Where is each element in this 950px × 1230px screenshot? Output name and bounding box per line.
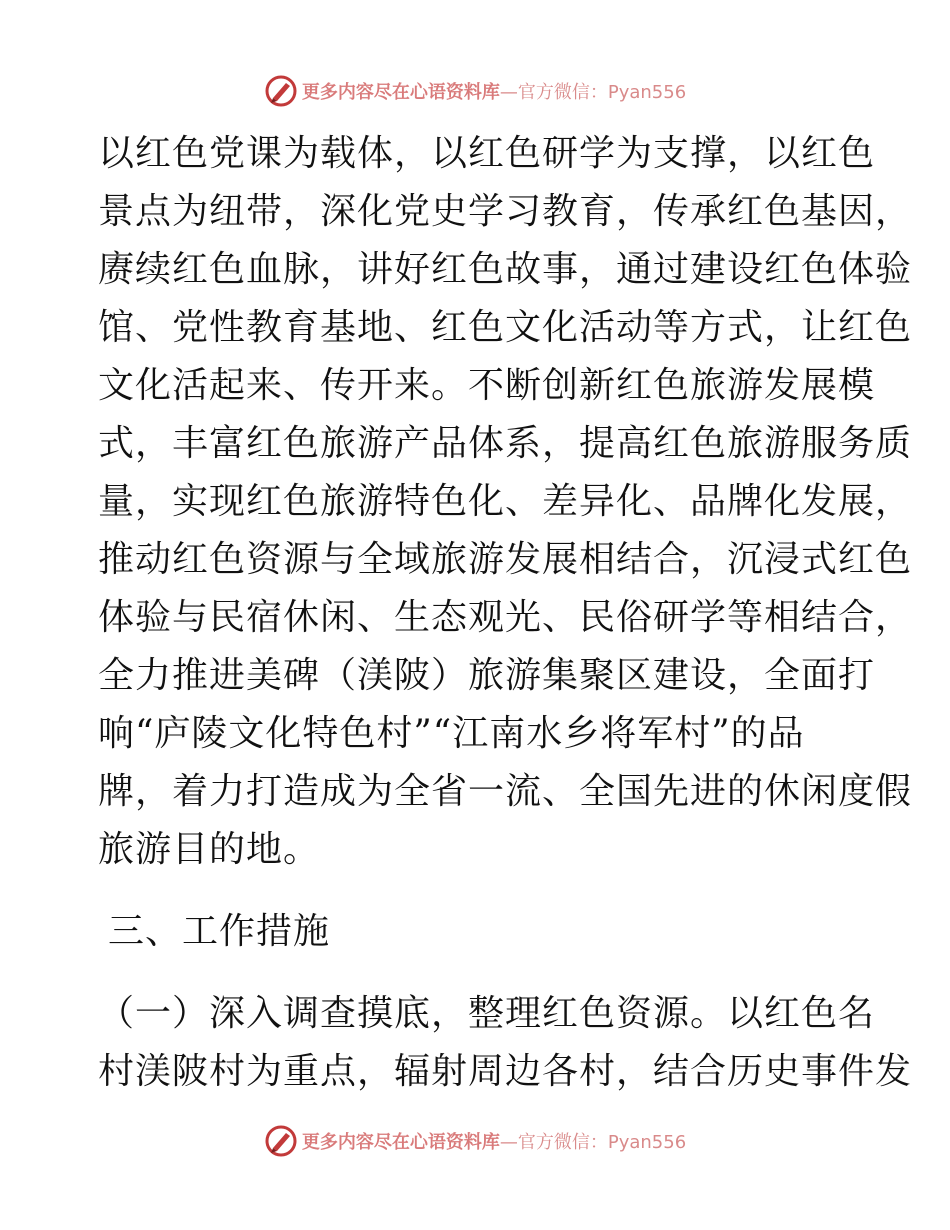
paragraph-1 bbox=[98, 125, 913, 879]
text-line: 量，实现红色旅游特色化、差异化、品牌化发展， bbox=[98, 481, 913, 522]
paragraph-2 bbox=[98, 985, 913, 1101]
text-line: 旅游目的地。 bbox=[98, 829, 321, 870]
text-line: 响“庐陵文化特色村”“江南水乡将军村”的品 bbox=[98, 713, 805, 754]
text-line: 体验与民宿休闲、生态观光、民俗研学等相结合， bbox=[98, 597, 913, 638]
pen-logo-icon bbox=[264, 1124, 298, 1158]
text-line: 赓续红色血脉，讲好红色故事，通过建设红色体验 bbox=[98, 249, 913, 290]
text-line: 推动红色资源与全域旅游发展相结合，沉浸式红色 bbox=[98, 539, 913, 580]
watermark-sub: 官方微信：Pyan556 bbox=[517, 1132, 687, 1153]
text-line: 馆、党性教育基地、红色文化活动等方式，让红色 bbox=[98, 307, 913, 348]
footer-watermark bbox=[0, 1121, 950, 1161]
watermark-dash: — bbox=[499, 1132, 518, 1153]
text-line: 景点为纽带，深化党史学习教育，传承红色基因， bbox=[98, 191, 913, 232]
text-line: 全力推进美碑（渼陂）旅游集聚区建设，全面打 bbox=[98, 655, 876, 696]
pen-logo-icon bbox=[264, 74, 298, 108]
text-line: 以红色党课为载体，以红色研学为支撑，以红色 bbox=[98, 133, 876, 174]
text-line: 牌，着力打造成为全省一流、全国先进的休闲度假 bbox=[98, 771, 913, 812]
watermark-dash: — bbox=[499, 82, 518, 103]
watermark-text bbox=[302, 1128, 686, 1154]
text-line: 村渼陂村为重点，辐射周边各村，结合历史事件发 bbox=[98, 1051, 913, 1092]
watermark-main: 更多内容尽在心语资料库 bbox=[301, 82, 500, 103]
document-body bbox=[98, 125, 913, 1101]
watermark-text bbox=[302, 78, 686, 104]
text-line: 式，丰富红色旅游产品体系，提高红色旅游服务质 bbox=[98, 423, 913, 464]
text-line: （一）深入调查摸底，整理红色资源。以红色名 bbox=[98, 993, 876, 1034]
section-heading: 三、工作措施 bbox=[108, 911, 331, 952]
text-line: 文化活起来、传开来。不断创新红色旅游发展模 bbox=[98, 365, 876, 406]
watermark-sub: 官方微信：Pyan556 bbox=[517, 82, 687, 103]
header-watermark bbox=[0, 71, 950, 111]
watermark-main: 更多内容尽在心语资料库 bbox=[301, 1132, 500, 1153]
